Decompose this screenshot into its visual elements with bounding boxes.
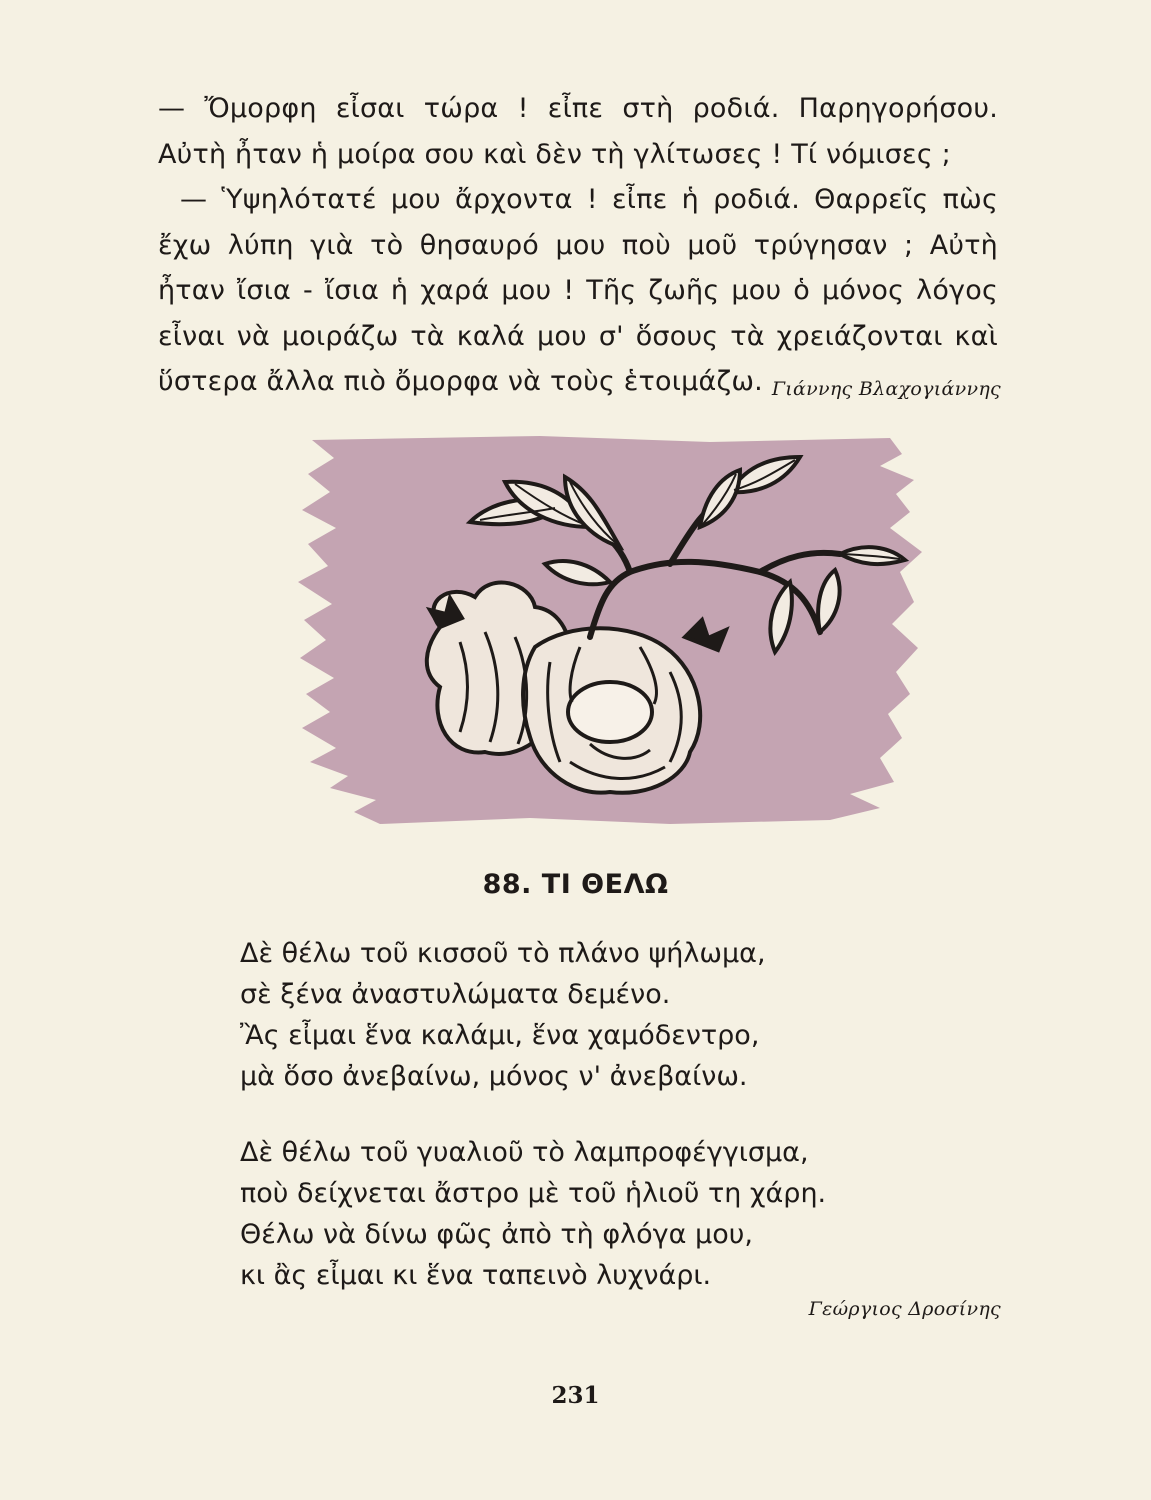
poem-line: Θέλω νὰ δίνω φῶς ἀπὸ τὴ φλόγα μου, [240,1219,753,1250]
poem-line: σὲ ξένα ἀναστυλώματα δεμένο. [240,979,671,1010]
prose-line: — Ὄμορφη εἶσαι τώρα ! εἶπε στὴ ροδιά. Παρηγορήσου. [158,93,998,124]
poem-text [240,933,826,1296]
prose-author-signature: Γιάννης Βλαχογιάννης [771,378,1001,400]
prose-line: εἶναι νὰ μοιράζω τὰ καλά μου σ' ὅσους τὰ χρειάζονται καὶ [158,320,998,352]
prose-line: ἦταν ἴσια - ἴσια ἡ χαρά μου ! Τῆς ζωῆς μου ὁ μόνος λόγος [158,275,998,306]
stanza-gap [240,1097,826,1132]
page-number: 231 [551,1382,600,1409]
poem-line: Δὲ θέλω τοῦ κισσοῦ τὸ πλάνο ψήλωμα, [240,938,766,969]
poem-line: μὰ ὅσο ἀνεβαίνω, μόνος ν' ἀνεβαίνω. [240,1061,748,1092]
poem-author-signature: Γεώργιος Δροσίνης [808,1298,1001,1320]
poem-line: κι ἂς εἶμαι κι ἕνα ταπεινὸ λυχνάρι. [240,1260,712,1291]
poem-title: 88. ΤΙ ΘΕΛΩ [482,869,669,900]
prose-text [158,86,998,405]
prose-line: Αὐτὴ ἦταν ἡ μοίρα σου καὶ δὲν τὴ γλίτωσες ! Τί νόμισες ; [158,138,951,170]
poem-line: Δὲ θέλω τοῦ γυαλιοῦ τὸ λαμπροφέγγισμα, [240,1137,809,1168]
poem-line: ποὺ δείχνεται ἄστρο μὲ τοῦ ἡλιοῦ τη χάρη. [240,1178,827,1209]
poem-line: Ἂς εἶμαι ἕνα καλάμι, ἕνα χαμόδεντρο, [240,1020,760,1051]
prose-line: — Ὑψηλότατέ μου ἄρχοντα ! εἶπε ἡ ροδιά. Θαρρεῖς πὼς [180,184,998,215]
pomegranate-illustration [290,432,930,832]
prose-line: ὕστερα ἄλλα πιὸ ὄμορφα νὰ τοὺς ἑτοιμάζω. [158,366,763,397]
prose-line: ἔχω λύπη γιὰ τὸ θησαυρό μου ποὺ μοῦ τρύγησαν ; Αὐτὴ [158,229,998,261]
